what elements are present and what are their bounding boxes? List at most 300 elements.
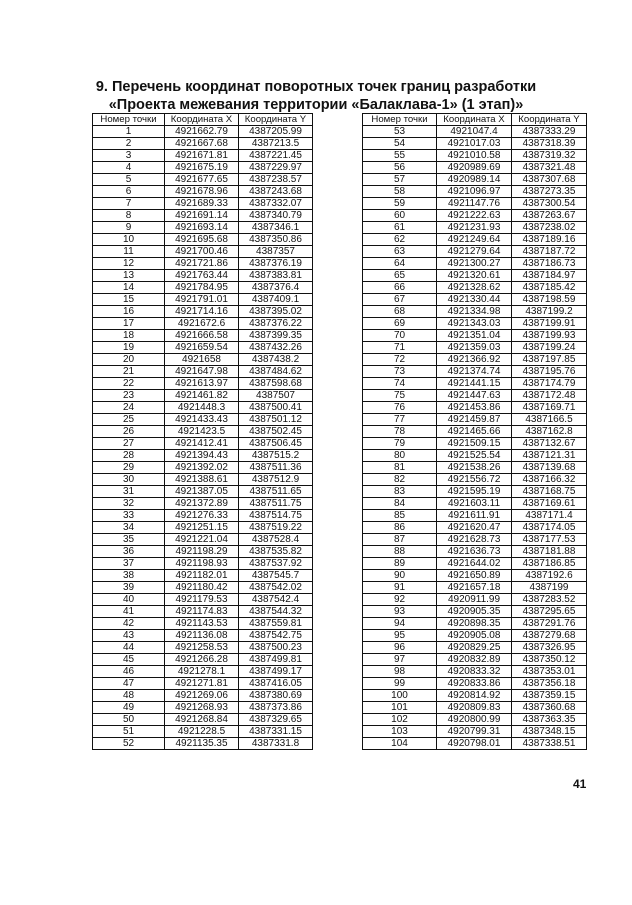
table-row bbox=[93, 630, 313, 642]
cell-coordinate-y: 4387383.81 bbox=[239, 270, 313, 282]
cell-coordinate-x: 4921647.98 bbox=[165, 366, 239, 378]
cell-coordinate-x: 4921662.79 bbox=[165, 126, 239, 138]
table-row bbox=[363, 390, 587, 402]
cell-coordinate-x: 4921334.98 bbox=[437, 306, 512, 318]
table-row bbox=[363, 414, 587, 426]
cell-coordinate-x: 4921448.3 bbox=[165, 402, 239, 414]
cell-point-number: 102 bbox=[363, 714, 437, 726]
cell-coordinate-y: 4387484.62 bbox=[239, 366, 313, 378]
cell-coordinate-y: 4387501.12 bbox=[239, 414, 313, 426]
table-row bbox=[363, 534, 587, 546]
cell-coordinate-x: 4921677.65 bbox=[165, 174, 239, 186]
table-row bbox=[363, 462, 587, 474]
cell-point-number: 47 bbox=[93, 678, 165, 690]
cell-coordinate-y: 4387162.8 bbox=[512, 426, 587, 438]
cell-point-number: 14 bbox=[93, 282, 165, 294]
cell-coordinate-x: 4921392.02 bbox=[165, 462, 239, 474]
cell-coordinate-x: 4921671.81 bbox=[165, 150, 239, 162]
cell-coordinate-x: 4921271.81 bbox=[165, 678, 239, 690]
table-header-row bbox=[363, 114, 587, 126]
cell-point-number: 81 bbox=[363, 462, 437, 474]
table-row bbox=[363, 522, 587, 534]
cell-point-number: 30 bbox=[93, 474, 165, 486]
cell-coordinate-y: 4387542.4 bbox=[239, 594, 313, 606]
cell-coordinate-y: 4387329.65 bbox=[239, 714, 313, 726]
table-row bbox=[93, 714, 313, 726]
cell-coordinate-y: 4387399.35 bbox=[239, 330, 313, 342]
cell-coordinate-y: 4387499.81 bbox=[239, 654, 313, 666]
cell-coordinate-x: 4921222.63 bbox=[437, 210, 512, 222]
cell-point-number: 70 bbox=[363, 330, 437, 342]
cell-point-number: 46 bbox=[93, 666, 165, 678]
cell-point-number: 88 bbox=[363, 546, 437, 558]
table-row bbox=[93, 606, 313, 618]
cell-coordinate-y: 4387168.75 bbox=[512, 486, 587, 498]
cell-point-number: 59 bbox=[363, 198, 437, 210]
cell-coordinate-y: 4387300.54 bbox=[512, 198, 587, 210]
cell-point-number: 11 bbox=[93, 246, 165, 258]
cell-coordinate-x: 4921678.96 bbox=[165, 186, 239, 198]
cell-point-number: 96 bbox=[363, 642, 437, 654]
table-row bbox=[93, 534, 313, 546]
cell-coordinate-y: 4387199.2 bbox=[512, 306, 587, 318]
cell-coordinate-y: 4387318.39 bbox=[512, 138, 587, 150]
cell-coordinate-y: 4387353.01 bbox=[512, 666, 587, 678]
cell-point-number: 15 bbox=[93, 294, 165, 306]
cell-coordinate-y: 4387279.68 bbox=[512, 630, 587, 642]
cell-coordinate-y: 4387199 bbox=[512, 582, 587, 594]
cell-coordinate-y: 4387338.51 bbox=[512, 738, 587, 750]
cell-coordinate-y: 4387376.4 bbox=[239, 282, 313, 294]
table-row bbox=[93, 270, 313, 282]
header-coordinate-x: Координата X bbox=[165, 114, 239, 126]
cell-coordinate-x: 4921268.84 bbox=[165, 714, 239, 726]
cell-coordinate-x: 4921096.97 bbox=[437, 186, 512, 198]
cell-coordinate-y: 4387514.75 bbox=[239, 510, 313, 522]
cell-point-number: 45 bbox=[93, 654, 165, 666]
cell-point-number: 20 bbox=[93, 354, 165, 366]
cell-coordinate-x: 4921650.89 bbox=[437, 570, 512, 582]
table-row bbox=[93, 294, 313, 306]
cell-point-number: 24 bbox=[93, 402, 165, 414]
cell-point-number: 3 bbox=[93, 150, 165, 162]
cell-point-number: 95 bbox=[363, 630, 437, 642]
header-point-number: Номер точки bbox=[93, 114, 165, 126]
cell-point-number: 16 bbox=[93, 306, 165, 318]
cell-point-number: 94 bbox=[363, 618, 437, 630]
cell-point-number: 60 bbox=[363, 210, 437, 222]
cell-point-number: 51 bbox=[93, 726, 165, 738]
cell-point-number: 7 bbox=[93, 198, 165, 210]
title-line-2: «Проекта межевания территории «Балаклава-1» (1 этап)» bbox=[108, 97, 524, 113]
cell-coordinate-x: 4921763.44 bbox=[165, 270, 239, 282]
table-row bbox=[363, 714, 587, 726]
table-row bbox=[93, 450, 313, 462]
cell-point-number: 35 bbox=[93, 534, 165, 546]
table-row bbox=[363, 582, 587, 594]
cell-point-number: 6 bbox=[93, 186, 165, 198]
cell-coordinate-y: 4387511.36 bbox=[239, 462, 313, 474]
table-row bbox=[363, 138, 587, 150]
cell-coordinate-y: 4387229.97 bbox=[239, 162, 313, 174]
table-row bbox=[363, 174, 587, 186]
cell-coordinate-y: 4387544.32 bbox=[239, 606, 313, 618]
cell-coordinate-y: 4387174.05 bbox=[512, 522, 587, 534]
cell-coordinate-y: 4387186.85 bbox=[512, 558, 587, 570]
table-row bbox=[93, 618, 313, 630]
cell-point-number: 33 bbox=[93, 510, 165, 522]
cell-point-number: 25 bbox=[93, 414, 165, 426]
cell-coordinate-x: 4921620.47 bbox=[437, 522, 512, 534]
cell-coordinate-x: 4921628.73 bbox=[437, 534, 512, 546]
cell-point-number: 90 bbox=[363, 570, 437, 582]
table-header-row bbox=[93, 114, 313, 126]
cell-coordinate-y: 4387409.1 bbox=[239, 294, 313, 306]
cell-point-number: 10 bbox=[93, 234, 165, 246]
table-row bbox=[363, 342, 587, 354]
cell-coordinate-x: 4921387.05 bbox=[165, 486, 239, 498]
cell-coordinate-x: 4921784.95 bbox=[165, 282, 239, 294]
cell-coordinate-y: 4387273.35 bbox=[512, 186, 587, 198]
cell-point-number: 83 bbox=[363, 486, 437, 498]
cell-coordinate-x: 4921351.04 bbox=[437, 330, 512, 342]
cell-coordinate-y: 4387438.2 bbox=[239, 354, 313, 366]
table-row bbox=[363, 510, 587, 522]
table-row bbox=[93, 594, 313, 606]
cell-coordinate-y: 4387506.45 bbox=[239, 438, 313, 450]
document-title bbox=[0, 78, 632, 114]
table-body-left bbox=[93, 126, 313, 750]
table-row bbox=[93, 318, 313, 330]
table-row bbox=[363, 294, 587, 306]
table-row bbox=[363, 558, 587, 570]
cell-point-number: 44 bbox=[93, 642, 165, 654]
cell-coordinate-x: 4921666.58 bbox=[165, 330, 239, 342]
table-row bbox=[363, 378, 587, 390]
cell-point-number: 80 bbox=[363, 450, 437, 462]
cell-coordinate-y: 4387502.45 bbox=[239, 426, 313, 438]
table-row bbox=[363, 630, 587, 642]
cell-coordinate-y: 4387348.15 bbox=[512, 726, 587, 738]
table-row bbox=[363, 678, 587, 690]
cell-coordinate-x: 4921174.83 bbox=[165, 606, 239, 618]
table-row bbox=[93, 150, 313, 162]
cell-point-number: 1 bbox=[93, 126, 165, 138]
cell-point-number: 21 bbox=[93, 366, 165, 378]
cell-point-number: 31 bbox=[93, 486, 165, 498]
cell-coordinate-x: 4921269.06 bbox=[165, 690, 239, 702]
table-body-right bbox=[363, 126, 587, 750]
table-row bbox=[93, 558, 313, 570]
cell-coordinate-x: 4921047.4 bbox=[437, 126, 512, 138]
cell-point-number: 12 bbox=[93, 258, 165, 270]
cell-coordinate-x: 4921228.5 bbox=[165, 726, 239, 738]
cell-coordinate-x: 4921268.93 bbox=[165, 702, 239, 714]
cell-coordinate-y: 4387350.86 bbox=[239, 234, 313, 246]
cell-point-number: 103 bbox=[363, 726, 437, 738]
cell-coordinate-y: 4387333.29 bbox=[512, 126, 587, 138]
cell-coordinate-y: 4387326.95 bbox=[512, 642, 587, 654]
table-row bbox=[93, 654, 313, 666]
header-point-number: Номер точки bbox=[363, 114, 437, 126]
cell-coordinate-y: 4387195.76 bbox=[512, 366, 587, 378]
cell-coordinate-y: 4387205.99 bbox=[239, 126, 313, 138]
table-row bbox=[93, 402, 313, 414]
table-row bbox=[363, 402, 587, 414]
table-row bbox=[363, 546, 587, 558]
cell-coordinate-x: 4920798.01 bbox=[437, 738, 512, 750]
cell-point-number: 5 bbox=[93, 174, 165, 186]
cell-coordinate-x: 4921657.18 bbox=[437, 582, 512, 594]
cell-coordinate-y: 4387499.17 bbox=[239, 666, 313, 678]
table-row bbox=[363, 366, 587, 378]
cell-point-number: 57 bbox=[363, 174, 437, 186]
cell-point-number: 85 bbox=[363, 510, 437, 522]
cell-coordinate-x: 4921180.42 bbox=[165, 582, 239, 594]
cell-coordinate-y: 4387359.15 bbox=[512, 690, 587, 702]
cell-point-number: 22 bbox=[93, 378, 165, 390]
cell-coordinate-y: 4387171.4 bbox=[512, 510, 587, 522]
coordinates-table-left bbox=[92, 113, 313, 750]
cell-coordinate-y: 4387307.68 bbox=[512, 174, 587, 186]
cell-coordinate-y: 4387295.65 bbox=[512, 606, 587, 618]
cell-coordinate-x: 4921179.53 bbox=[165, 594, 239, 606]
cell-point-number: 84 bbox=[363, 498, 437, 510]
table-row bbox=[363, 222, 587, 234]
cell-point-number: 26 bbox=[93, 426, 165, 438]
cell-point-number: 67 bbox=[363, 294, 437, 306]
cell-coordinate-x: 4921366.92 bbox=[437, 354, 512, 366]
cell-coordinate-x: 4921659.54 bbox=[165, 342, 239, 354]
table-row bbox=[93, 222, 313, 234]
cell-point-number: 19 bbox=[93, 342, 165, 354]
table-row bbox=[93, 666, 313, 678]
table-row bbox=[93, 186, 313, 198]
table-row bbox=[363, 606, 587, 618]
cell-coordinate-y: 4387346.1 bbox=[239, 222, 313, 234]
cell-coordinate-x: 4920905.35 bbox=[437, 606, 512, 618]
cell-coordinate-x: 4921465.66 bbox=[437, 426, 512, 438]
cell-coordinate-y: 4387321.48 bbox=[512, 162, 587, 174]
table-row bbox=[363, 474, 587, 486]
table-row bbox=[363, 486, 587, 498]
cell-coordinate-y: 4387186.73 bbox=[512, 258, 587, 270]
cell-coordinate-y: 4387559.81 bbox=[239, 618, 313, 630]
cell-coordinate-x: 4921791.01 bbox=[165, 294, 239, 306]
cell-coordinate-y: 4387166.5 bbox=[512, 414, 587, 426]
cell-point-number: 34 bbox=[93, 522, 165, 534]
cell-point-number: 27 bbox=[93, 438, 165, 450]
cell-coordinate-x: 4920800.99 bbox=[437, 714, 512, 726]
cell-point-number: 92 bbox=[363, 594, 437, 606]
cell-coordinate-x: 4921251.15 bbox=[165, 522, 239, 534]
cell-point-number: 89 bbox=[363, 558, 437, 570]
cell-point-number: 76 bbox=[363, 402, 437, 414]
cell-coordinate-y: 4387169.71 bbox=[512, 402, 587, 414]
cell-coordinate-x: 4921700.46 bbox=[165, 246, 239, 258]
cell-coordinate-x: 4921017.03 bbox=[437, 138, 512, 150]
cell-coordinate-y: 4387192.6 bbox=[512, 570, 587, 582]
table-row bbox=[363, 198, 587, 210]
cell-point-number: 100 bbox=[363, 690, 437, 702]
cell-point-number: 72 bbox=[363, 354, 437, 366]
table-row bbox=[93, 330, 313, 342]
cell-point-number: 39 bbox=[93, 582, 165, 594]
cell-coordinate-x: 4921611.91 bbox=[437, 510, 512, 522]
cell-point-number: 66 bbox=[363, 282, 437, 294]
cell-point-number: 8 bbox=[93, 210, 165, 222]
cell-coordinate-x: 4921374.74 bbox=[437, 366, 512, 378]
cell-coordinate-x: 4921461.82 bbox=[165, 390, 239, 402]
table-row bbox=[93, 498, 313, 510]
header-coordinate-x: Координата X bbox=[437, 114, 512, 126]
cell-coordinate-x: 4921691.14 bbox=[165, 210, 239, 222]
table-row bbox=[93, 642, 313, 654]
table-row bbox=[363, 162, 587, 174]
cell-coordinate-y: 4387184.97 bbox=[512, 270, 587, 282]
cell-coordinate-x: 4920829.25 bbox=[437, 642, 512, 654]
table-row bbox=[363, 438, 587, 450]
table-row bbox=[363, 270, 587, 282]
table-row bbox=[93, 366, 313, 378]
cell-point-number: 50 bbox=[93, 714, 165, 726]
cell-coordinate-x: 4921603.11 bbox=[437, 498, 512, 510]
cell-point-number: 69 bbox=[363, 318, 437, 330]
table-row bbox=[93, 174, 313, 186]
cell-coordinate-x: 4921010.58 bbox=[437, 150, 512, 162]
cell-coordinate-y: 4387221.45 bbox=[239, 150, 313, 162]
cell-point-number: 9 bbox=[93, 222, 165, 234]
cell-point-number: 37 bbox=[93, 558, 165, 570]
cell-coordinate-y: 4387187.72 bbox=[512, 246, 587, 258]
cell-point-number: 28 bbox=[93, 450, 165, 462]
cell-point-number: 43 bbox=[93, 630, 165, 642]
cell-coordinate-x: 4921278.1 bbox=[165, 666, 239, 678]
cell-coordinate-y: 4387174.79 bbox=[512, 378, 587, 390]
cell-point-number: 65 bbox=[363, 270, 437, 282]
cell-coordinate-y: 4387121.31 bbox=[512, 450, 587, 462]
cell-coordinate-x: 4921447.63 bbox=[437, 390, 512, 402]
table-row bbox=[93, 546, 313, 558]
table-row bbox=[363, 738, 587, 750]
cell-point-number: 58 bbox=[363, 186, 437, 198]
cell-coordinate-x: 4920833.32 bbox=[437, 666, 512, 678]
cell-coordinate-y: 4387545.7 bbox=[239, 570, 313, 582]
cell-coordinate-y: 4387500.41 bbox=[239, 402, 313, 414]
table-row bbox=[363, 666, 587, 678]
table-row bbox=[363, 450, 587, 462]
cell-point-number: 99 bbox=[363, 678, 437, 690]
table-row bbox=[363, 702, 587, 714]
cell-point-number: 40 bbox=[93, 594, 165, 606]
table-row bbox=[93, 570, 313, 582]
cell-coordinate-y: 4387319.32 bbox=[512, 150, 587, 162]
cell-point-number: 71 bbox=[363, 342, 437, 354]
header-coordinate-y: Координата Y bbox=[239, 114, 313, 126]
cell-point-number: 42 bbox=[93, 618, 165, 630]
cell-coordinate-y: 4387331.15 bbox=[239, 726, 313, 738]
cell-coordinate-x: 4921675.19 bbox=[165, 162, 239, 174]
cell-coordinate-x: 4921276.33 bbox=[165, 510, 239, 522]
table-row bbox=[363, 258, 587, 270]
cell-coordinate-x: 4920832.89 bbox=[437, 654, 512, 666]
cell-point-number: 49 bbox=[93, 702, 165, 714]
cell-point-number: 18 bbox=[93, 330, 165, 342]
cell-coordinate-y: 4387263.67 bbox=[512, 210, 587, 222]
table-row bbox=[363, 306, 587, 318]
cell-coordinate-x: 4921689.33 bbox=[165, 198, 239, 210]
cell-coordinate-x: 4921695.68 bbox=[165, 234, 239, 246]
coordinates-table-right bbox=[362, 113, 587, 750]
cell-point-number: 41 bbox=[93, 606, 165, 618]
cell-coordinate-y: 4387132.67 bbox=[512, 438, 587, 450]
table-row bbox=[93, 234, 313, 246]
table-row bbox=[93, 306, 313, 318]
title-line-1: 9. Перечень координат поворотных точек границ разработки bbox=[95, 79, 537, 95]
cell-point-number: 93 bbox=[363, 606, 437, 618]
cell-coordinate-y: 4387356.18 bbox=[512, 678, 587, 690]
cell-coordinate-x: 4921423.5 bbox=[165, 426, 239, 438]
cell-coordinate-x: 4921249.64 bbox=[437, 234, 512, 246]
cell-coordinate-y: 4387243.68 bbox=[239, 186, 313, 198]
table-row bbox=[363, 126, 587, 138]
table-row bbox=[363, 426, 587, 438]
table-row bbox=[363, 186, 587, 198]
cell-coordinate-y: 4387340.79 bbox=[239, 210, 313, 222]
table-row bbox=[93, 474, 313, 486]
cell-coordinate-y: 4387507 bbox=[239, 390, 313, 402]
table-row bbox=[93, 486, 313, 498]
cell-coordinate-y: 4387373.86 bbox=[239, 702, 313, 714]
table-row bbox=[363, 234, 587, 246]
cell-coordinate-y: 4387332.07 bbox=[239, 198, 313, 210]
cell-point-number: 38 bbox=[93, 570, 165, 582]
cell-coordinate-x: 4921509.15 bbox=[437, 438, 512, 450]
cell-point-number: 82 bbox=[363, 474, 437, 486]
cell-coordinate-x: 4920989.69 bbox=[437, 162, 512, 174]
cell-coordinate-x: 4921359.03 bbox=[437, 342, 512, 354]
cell-coordinate-x: 4921279.64 bbox=[437, 246, 512, 258]
table-row bbox=[93, 522, 313, 534]
cell-point-number: 104 bbox=[363, 738, 437, 750]
cell-coordinate-x: 4920833.86 bbox=[437, 678, 512, 690]
cell-coordinate-x: 4921143.53 bbox=[165, 618, 239, 630]
table-row bbox=[363, 330, 587, 342]
cell-point-number: 17 bbox=[93, 318, 165, 330]
cell-coordinate-x: 4921441.15 bbox=[437, 378, 512, 390]
cell-coordinate-y: 4387416.05 bbox=[239, 678, 313, 690]
cell-coordinate-x: 4921330.44 bbox=[437, 294, 512, 306]
cell-coordinate-y: 4387166.32 bbox=[512, 474, 587, 486]
cell-coordinate-x: 4921388.61 bbox=[165, 474, 239, 486]
cell-coordinate-y: 4387291.76 bbox=[512, 618, 587, 630]
cell-coordinate-y: 4387528.4 bbox=[239, 534, 313, 546]
cell-point-number: 87 bbox=[363, 534, 437, 546]
table-row bbox=[363, 354, 587, 366]
cell-coordinate-x: 4921343.03 bbox=[437, 318, 512, 330]
table-row bbox=[93, 426, 313, 438]
table-row bbox=[93, 702, 313, 714]
table-row bbox=[93, 690, 313, 702]
cell-point-number: 53 bbox=[363, 126, 437, 138]
cell-coordinate-y: 4387185.42 bbox=[512, 282, 587, 294]
cell-coordinate-y: 4387535.82 bbox=[239, 546, 313, 558]
cell-point-number: 78 bbox=[363, 426, 437, 438]
cell-coordinate-x: 4921372.89 bbox=[165, 498, 239, 510]
cell-coordinate-y: 4387169.61 bbox=[512, 498, 587, 510]
cell-coordinate-x: 4921459.87 bbox=[437, 414, 512, 426]
cell-coordinate-x: 4920799.31 bbox=[437, 726, 512, 738]
